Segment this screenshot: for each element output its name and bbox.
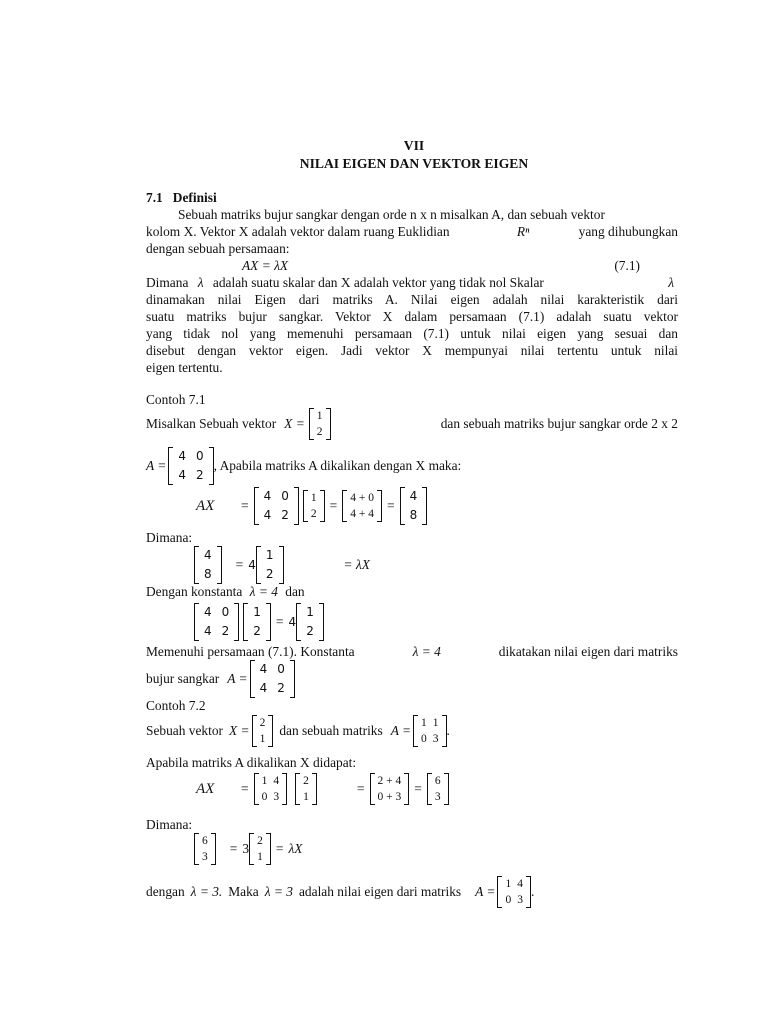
definition-line-9: eigen tertentu.	[146, 360, 223, 375]
ax-label: AX	[196, 780, 215, 797]
example-title: Contoh 7.1	[146, 392, 206, 407]
section-heading	[146, 190, 217, 206]
equation-ax-lambda-x: AX = λX	[242, 258, 289, 273]
example1-eigen-relation: 4 8 = 4 1 2 = λX	[194, 546, 370, 584]
example1-conclusion: Memenuhi persamaan (7.1). Konstanta λ = 4 dikatakan nilai eigen dari matriks	[146, 644, 678, 659]
matrix-a: 4 0 4 2	[250, 660, 295, 698]
definition-line-1: Sebuah matriks bujur sangkar dengan orde n x n misalkan A, dan sebuah vektor	[178, 207, 605, 222]
example1-matrix-a	[146, 447, 461, 485]
definition-line-7: yang tidak nol yang memenuhi persamaan (7.1) untuk nilai eigen yang sesuai dan	[146, 326, 678, 341]
definition-line-4: Dimana λ adalah suatu skalar dan X adalah vektor yang tidak nol Skalar λ	[146, 274, 678, 291]
example1-verification: 4 0 4 2 1 2 = 4 1 2	[194, 603, 324, 641]
sum-vector: 2 + 4 0 + 3	[370, 773, 410, 805]
a-label: A =	[227, 671, 248, 686]
x-label: X =	[284, 416, 305, 431]
scalar-value: 4	[288, 615, 297, 629]
ax-label: AX	[196, 497, 215, 514]
example2-apabila: Apabila matriks A dikalikan X didapat:	[146, 755, 357, 770]
result-vector: 6 3	[194, 833, 216, 865]
definition-line-3: dengan sebuah persamaan:	[146, 241, 290, 256]
definition-line-6: suatu matriks bujur sangkar. Vektor X dalam persamaan (7.1) adalah suatu vektor	[146, 309, 678, 324]
vector-x: 1 2	[296, 603, 324, 641]
definition-paragraph	[146, 206, 678, 376]
a-label: A =	[146, 458, 167, 473]
matrix-a: 4 0 4 2	[254, 487, 299, 525]
example1-product: AX = 4 0 4 2 1 2 = 4 + 0 4 + 4 = 4 8	[196, 487, 427, 525]
lambda-x: λX	[288, 841, 303, 856]
lambda-equals-3: λ = 3.	[190, 884, 223, 899]
a-label: A =	[475, 884, 496, 899]
euclidean-space-symbol: Rⁿ	[516, 224, 530, 239]
lambda-equals-3: λ = 3	[264, 884, 293, 899]
result-vector: 4 8	[194, 546, 222, 584]
vector-x: 1 2	[303, 490, 325, 522]
definition-line-2: kolom X. Vektor X adalah vektor dalam ruang Euklidian Rⁿ yang dihubungkan	[146, 224, 678, 239]
section-title: Definisi	[172, 190, 217, 205]
scalar-value: 3	[242, 841, 250, 856]
example1-conclusion-matrix: bujur sangkar A = 4 0 4 2	[146, 660, 295, 698]
vector-x: 1 2	[309, 408, 331, 440]
equation-label: (7.1)	[614, 258, 640, 273]
dimana-label: Dimana:	[146, 817, 193, 832]
dimana-label: Dimana:	[146, 530, 193, 545]
matrix-a: 4 0 4 2	[194, 603, 239, 641]
vector-x: 2 1	[295, 773, 317, 805]
vector-x: 1 2	[243, 603, 271, 641]
section-number: 7.1	[146, 190, 163, 205]
multiply-instruction: , Apabila matriks A dikalikan dengan X maka:	[213, 458, 462, 473]
vector-x: 2 1	[252, 715, 274, 747]
chapter-number: VII	[403, 138, 425, 153]
sum-vector: 4 + 0 4 + 4	[342, 490, 382, 522]
lambda-symbol: λ	[668, 275, 674, 290]
example-title: Contoh 7.2	[146, 698, 206, 713]
example2-conclusion: dengan λ = 3. Maka λ = 3 adalah nilai eigen dari matriks A = 1 4 0 3 .	[146, 878, 535, 906]
result-vector: 6 3	[427, 773, 449, 805]
definition-line-5: dinamakan nilai Eigen dari matriks A. Nilai eigen adalah nilai karakteristik dari	[146, 292, 678, 307]
lambda-x: = λX	[343, 557, 370, 572]
example2-product: AX = 1 4 0 3 2 1 = 2 + 4 0 + 3 = 6 3	[196, 773, 449, 805]
matrix-a: 1 1 0 3	[413, 715, 447, 747]
example2-eigen-relation: 6 3 = 3 2 1 = λX	[194, 833, 302, 865]
lambda-equals-4: λ = 4	[412, 644, 441, 659]
matrix-a: 1 4 0 3	[254, 773, 288, 805]
matrix-a: 4 0 4 2	[168, 447, 213, 485]
a-label: A =	[390, 723, 412, 738]
result-vector: 4 8	[400, 487, 428, 525]
chapter-title: NILAI EIGEN DAN VEKTOR EIGEN	[299, 156, 529, 171]
vector-x: 1 2	[256, 546, 284, 584]
konstanta-line: Dengan konstanta λ = 4 dan	[146, 584, 305, 599]
example2-intro: Sebuah vektor X = 2 1 dan sebuah matriks A = 1 1 0 3 .	[146, 717, 450, 745]
example1-intro: Misalkan Sebuah vektor X = 1 2 dan sebuah matriks bujur sangkar orde 2 x 2	[146, 410, 678, 438]
definition-line-8: disebut dengan vektor eigen. Jadi vektor X mempunyai nilai tertentu untuk nilai	[146, 343, 678, 358]
lambda-symbol: λ	[197, 275, 204, 290]
vector-x: 2 1	[249, 833, 271, 865]
equation-7-1	[146, 257, 678, 274]
x-label: X =	[228, 723, 250, 738]
matrix-a: 1 4 0 3	[497, 876, 531, 908]
lambda-equals-4: λ = 4	[249, 584, 278, 599]
scalar-value: 4	[248, 558, 256, 572]
